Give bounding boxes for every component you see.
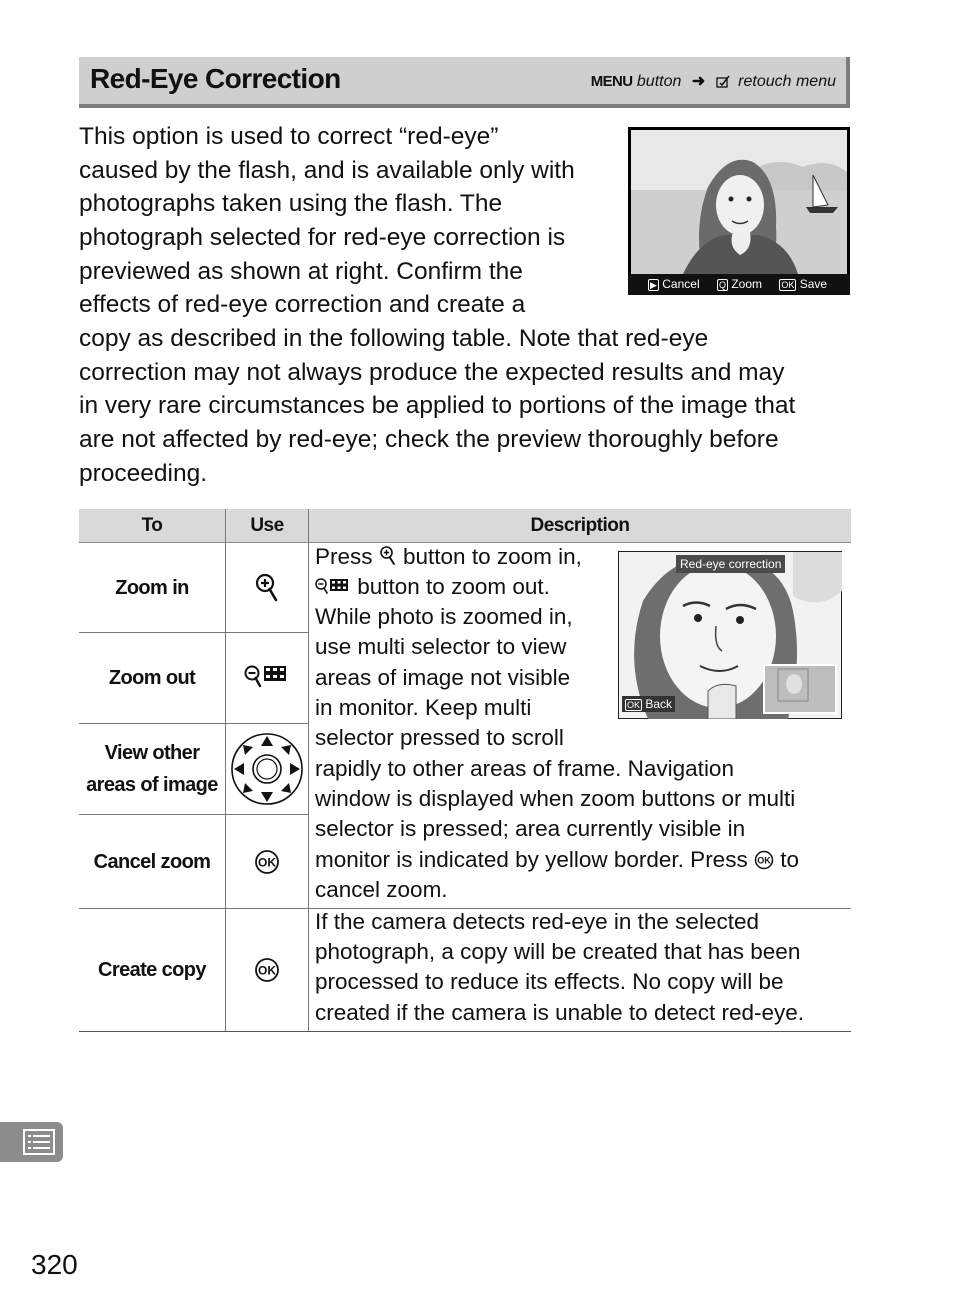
use-cell [226, 633, 308, 723]
col-header-use: Use [226, 509, 308, 543]
preview-zoom-label: Zoom [731, 277, 763, 291]
intro-line: copy as described in the following table. Note that red-eye [79, 325, 709, 352]
row-label-cancel-zoom: Cancel zoom [93, 850, 211, 873]
zoom-in-icon [254, 572, 280, 604]
description-line: window is displayed when zoom buttons or multi [315, 786, 796, 811]
preview-photo [628, 127, 850, 295]
red-eye-preview-screen [628, 127, 850, 295]
row-label-line: View other [104, 742, 200, 764]
description-line [315, 845, 799, 875]
intro-line: previewed as shown at right. Confirm the [79, 258, 523, 285]
zoom-key-icon: Q [718, 280, 726, 290]
row-label-zoom-in: Zoom in [115, 576, 189, 599]
intro-line: proceeding. [79, 460, 208, 487]
page-number: 320 [31, 1249, 78, 1280]
table-bottom-border [79, 1031, 851, 1032]
ok-button-icon [754, 850, 774, 870]
back-label: Back [645, 697, 673, 711]
col-header-description: Description [309, 509, 851, 543]
preview-save-label: Save [799, 277, 828, 291]
button-word: button [636, 73, 682, 90]
zoom-out-thumbnail-icon [244, 663, 290, 693]
section-header [79, 57, 850, 108]
controls-table [79, 509, 851, 1032]
playback-key-icon: ▶ [650, 280, 657, 290]
menu-list-icon [0, 1122, 63, 1162]
ok-key-icon: OK [627, 700, 641, 710]
use-cell [226, 909, 308, 1031]
menu-section-tab [0, 1122, 63, 1162]
row-label-create-copy: Create copy [98, 959, 206, 981]
description-text: monitor is indicated by yellow border. Press [315, 847, 754, 872]
intro-line: are not affected by red-eye; check the preview thoroughly before [79, 426, 779, 453]
use-cell [226, 815, 308, 908]
svg-text:OK: OK [757, 855, 771, 866]
description-text: button to zoom in, [396, 544, 582, 569]
description-text: button to zoom out. [351, 574, 550, 599]
intro-line: photographs taken using the flash. The [79, 190, 503, 217]
ok-button-icon [254, 957, 280, 983]
zoom-out-thumbnail-icon [315, 577, 351, 597]
description-line: photograph, a copy will be created that has been [315, 939, 801, 964]
menu-path [591, 71, 836, 91]
description-line: created if the camera is unable to detect red-eye. [315, 1000, 805, 1025]
intro-line: in very rare circumstances be applied to portions of the image that [79, 392, 796, 419]
svg-text:OK: OK [258, 855, 276, 869]
row-label-line: areas of image [86, 774, 218, 796]
row-label-view-other-areas [79, 724, 225, 814]
description-line: cancel zoom. [315, 877, 448, 902]
description-line: areas of image not visible [315, 665, 571, 690]
intro-line: effects of red-eye correction and create a [79, 291, 526, 318]
page-title: Red-Eye Correction [90, 63, 341, 94]
multi-selector-icon [230, 732, 304, 806]
menu-button-key: MENU [590, 73, 633, 90]
description-line: selector pressed to scroll [315, 725, 564, 750]
description-line: selector is pressed; area currently visible in [315, 816, 746, 841]
intro-line: caused by the flash, and is available only with [79, 157, 575, 184]
row-label-zoom-out: Zoom out [108, 667, 196, 689]
description-line [315, 542, 582, 572]
description-text: Press [315, 544, 379, 569]
description-text: to [773, 847, 799, 872]
arrow-icon: ➜ [691, 73, 706, 90]
col-header-to: To [79, 509, 225, 543]
use-cell [226, 543, 308, 632]
zoom-preview-screen [618, 551, 842, 719]
description-line: processed to reduce its effects. No copy will be [315, 969, 784, 994]
intro-line: photograph selected for red-eye correction is [79, 224, 566, 251]
description-line: If the camera detects red-eye in the selected [315, 909, 759, 934]
column-divider [308, 509, 309, 1032]
red-eye-correction-label: Red-eye correction [676, 555, 785, 573]
description-line: While photo is zoomed in, [315, 604, 573, 629]
retouch-menu-icon [716, 74, 731, 88]
zoomed-photo [618, 551, 842, 719]
ok-button-icon [254, 849, 280, 875]
description-line: rapidly to other areas of frame. Navigation [315, 756, 734, 781]
description-line: use multi selector to view [315, 634, 567, 659]
retouch-menu-label: retouch menu [738, 73, 836, 90]
intro-line: This option is used to correct “red-eye” [79, 123, 499, 150]
use-cell [226, 724, 308, 814]
intro-line: correction may not always produce the expected results and may [79, 359, 785, 386]
zoom-in-icon [379, 545, 397, 567]
preview-cancel-label: Cancel [662, 277, 700, 291]
description-line: in monitor. Keep multi [315, 695, 532, 720]
ok-key-icon: OK [781, 280, 795, 290]
svg-text:OK: OK [258, 963, 276, 978]
description-line [315, 572, 550, 602]
